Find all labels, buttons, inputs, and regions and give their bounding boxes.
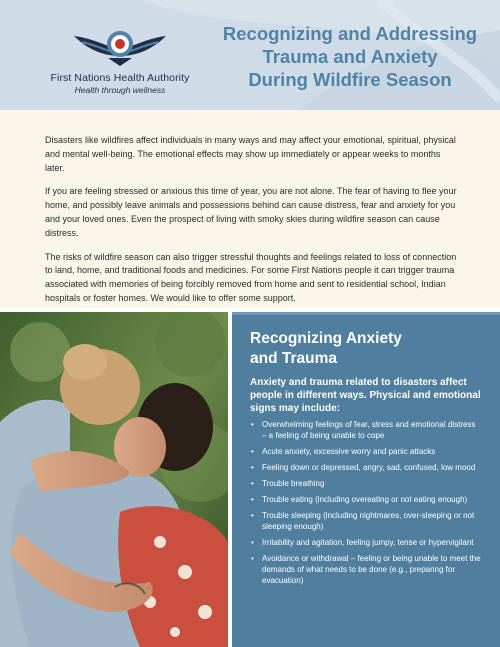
bullet-icon: •: [251, 420, 254, 429]
bullet-icon: •: [251, 495, 254, 504]
intro-paragraph: The risks of wildfire season can also trigger stressful thoughts and feelings related to loss of connection to land, home, and traditional foods and medicines. For some First Nations people it can trigger trauma associated with memories of being forcibly removed from home and sent to residential school, Indian hospitals or foster homes. We would like to offer some support.: [45, 251, 457, 303]
list-item: [250, 494, 482, 505]
page-title: [200, 22, 500, 91]
list-item: [250, 419, 482, 441]
bullet-icon: •: [251, 554, 254, 563]
org-tagline: Health through wellness: [74, 85, 166, 95]
intro-paragraph: Disasters like wildfires affect individuals in many ways and may affect your emotional, spiritual, physical and mental well-being. The emotional effects may show up immediately or appear weeks to months later.: [45, 135, 456, 173]
bullet-icon: •: [251, 447, 254, 456]
sign-text: Overwhelming feelings of fear, stress and emotional distress – a feeling of being unable to cope: [262, 420, 476, 440]
list-item: [250, 537, 482, 548]
hug-photo-illustration: [0, 312, 228, 647]
title-line: During Wildfire Season: [248, 69, 452, 90]
intro-text: [45, 134, 460, 316]
list-item: [250, 462, 482, 473]
header-banner: [0, 0, 500, 110]
hug-photo: [0, 312, 228, 647]
intro-section: [0, 110, 500, 308]
list-item: [250, 478, 482, 489]
fnha-logo-icon: [58, 26, 182, 70]
org-name: First Nations Health Authority: [50, 72, 190, 84]
list-item: [250, 446, 482, 457]
title-line: Recognizing and Addressing: [222, 23, 478, 44]
panel-title: [250, 329, 490, 369]
bullet-icon: •: [251, 479, 254, 488]
intro-paragraph: If you are feeling stressed or anxious this time of year, you are not alone. The fear of having to flee your home, and possibly leave animals and possessions behind can cause distress, fear and anxiety for you and your loved ones. Even the prospect of living with smoky skies during wildfire season can cause distress.: [45, 186, 457, 238]
bullet-icon: •: [251, 511, 254, 520]
sign-text: Trouble eating (including overeating or not eating enough): [262, 495, 468, 504]
panel-title-line: Recognizing Anxiety: [250, 330, 402, 347]
sign-text: Irritability and agitation, feeling jumpy, tense or hypervigilant: [262, 538, 474, 547]
fnha-logo: [40, 22, 200, 102]
bullet-icon: •: [251, 538, 254, 547]
panel-intro: Anxiety and trauma related to disasters affect people in different ways. Physical and emotional signs may include:: [250, 377, 481, 414]
signs-list: [250, 419, 482, 591]
sign-text: Avoidance or withdrawal – feeling or being unable to meet the demands of what needs to be done (e.g., preparing for evacuation): [262, 554, 481, 585]
list-item: [250, 510, 482, 532]
bullet-icon: •: [251, 463, 254, 472]
panel-title-line: and Trauma: [250, 350, 337, 367]
anxiety-trauma-panel: [232, 312, 500, 647]
sign-text: Trouble breathing: [262, 479, 325, 488]
sign-text: Acute anxiety, excessive worry and panic attacks: [262, 447, 436, 456]
sign-text: Feeling down or depressed, angry, sad, confused, low mood: [262, 463, 476, 472]
list-item: [250, 553, 482, 586]
sign-text: Trouble sleeping (including nightmares, over-sleeping or not sleeping enough): [262, 511, 475, 531]
title-line: Trauma and Anxiety: [262, 46, 438, 67]
